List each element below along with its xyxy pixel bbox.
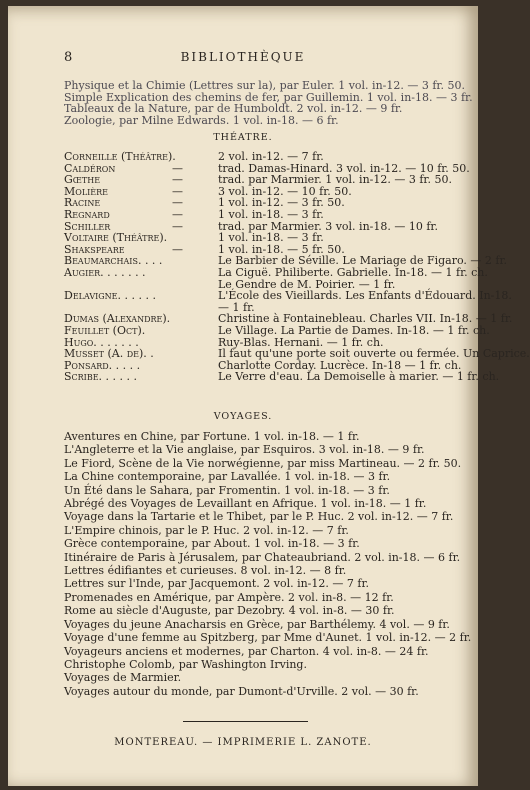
theatre-entry [64,323,490,337]
list-item: Voyage d'une femme au Spitzberg, par Mme d'Aunet. 1 vol. in-12. — 2 fr. [64,631,472,645]
theatre-author: Voltaire (Théâtre). [64,231,168,245]
theatre-author: Ponsard. . . . . [64,358,141,372]
theatre-works: 3 vol. in-12. — 10 fr. 50. [218,184,352,198]
theatre-dash: — [172,196,183,210]
theatre-author: Caldéron [64,161,116,175]
theatre-works: trad. Damas-Hinard. 3 vol. in-12. — 10 fr. 50. [218,161,470,175]
section-heading-voyages: VOYAGES. [213,411,273,422]
list-item: Lettres sur l'Inde, par Jacquemont. 2 vol. in-12. — 7 fr. [64,577,369,591]
theatre-dash [172,348,218,360]
theatre-works: Il faut qu'une porte soit ouverte ou fermée. Un Caprice. [218,347,530,361]
theatre-works: 2 vol. in-12. — 7 fr. [218,150,324,163]
theatre-works: 1 vol. in-18. — 3 fr. [218,231,324,245]
list-item: Simple Explication des chemins de fer, par Guillemin. 1 vol. in-18. — 3 fr. [64,90,473,104]
theatre-entry [64,209,476,221]
theatre-dash [172,151,218,163]
theatre-works: Ruy-Blas. Hernani. — 1 fr. ch. [218,335,384,349]
list-item: Voyageurs anciens et modernes, par Charton. 4 vol. in-8. — 24 fr. [64,644,429,658]
list-item: Rome au siècle d'Auguste, par Dezobry. 4 vol. in-8. — 30 fr. [64,604,395,618]
theatre-works: Christine à Fontainebleau. Charles VII. In-18. — 1 fr. [218,312,513,326]
theatre-works: L'École des Vieillards. Les Enfants d'Édouard. In-18. [218,289,512,303]
theatre-works: trad. par Marmier. 1 vol. in-12. — 3 fr. 50. [218,173,452,187]
theatre-dash [172,267,218,279]
list-item: Lettres édifiantes et curieuses. 8 vol. in-12. — 8 fr. [64,564,347,578]
science-list [64,80,474,126]
theatre-dash [172,279,218,291]
theatre-author: Dumas (Alexandre). [64,312,171,326]
theatre-entry [64,151,476,163]
theatre-dash: — [172,173,183,187]
theatre-works: 1 vol. in-18. — 5 fr. 50. [218,242,345,256]
theatre-works: trad. par Marmier. 3 vol. in-18. — 10 fr. [218,219,438,233]
theatre-author: Feuillet (Oct). [64,323,146,337]
voyages-list [64,430,476,698]
theatre-dash [172,313,218,325]
theatre-author: Corneille (Théâtre). [64,150,176,163]
running-title: BIBLIOTHÈQUE [180,50,306,64]
theatre-dash: — [172,207,183,221]
list-item: Itinéraire de Paris à Jérusalem, par Chateaubriand. 2 vol. in-18. — 6 fr. [64,550,461,564]
list-item: Tableaux de la Nature, par de Humboldt. 2 vol. in-12. — 9 fr. [64,102,403,115]
theatre-dash [172,255,218,267]
theatre-author: Molière [64,184,108,198]
theatre-list [64,150,530,384]
list-item: Zoologie, par Milne Edwards. 1 vol. in-18. — 6 fr. [64,113,339,127]
divider [183,721,308,722]
section-heading-theatre: THÉATRE. [213,132,273,143]
list-item: La Chine contemporaine, par Lavallée. 1 vol. in-18. — 3 fr. [64,470,391,484]
list-item: L'Angleterre et la Vie anglaise, par Esquiros. 3 vol. in-18. — 9 fr. [64,443,425,457]
theatre-dash [172,302,218,314]
list-item: Voyages de Marmier. [64,671,182,685]
list-item: Voyages autour du monde, par Dumont-d'Urville. 2 vol. — 30 fr. [64,684,419,698]
theatre-entry [64,265,488,279]
theatre-works: 1 vol. in-12. — 3 fr. 50. [218,196,345,210]
list-item: Le Fiord, Scène de la Vie norwégienne, par miss Martineau. — 2 fr. 50. [64,456,462,470]
theatre-entry [64,370,500,384]
theatre-dash: — [172,242,183,256]
theatre-entry [64,232,476,244]
theatre-works: 1 vol. in-18. — 3 fr. [218,207,324,221]
list-item: Christophe Colomb, par Washington Irving. [64,657,307,671]
list-item: L'Empire chinois, par le P. Huc. 2 vol. in-12. — 7 fr. [64,523,349,537]
theatre-author: Schiller [64,219,111,233]
theatre-works: Charlotte Corday. Lucrèce. In-18 — 1 fr. ch. [218,358,462,372]
theatre-author: Gœthe [64,173,101,187]
theatre-dash [172,337,218,349]
theatre-author: Regnard [64,207,110,221]
theatre-author: Scribe. . . . . . [64,370,138,384]
list-item: Voyages du jeune Anacharsis en Grèce, par Barthélemy. 4 vol. — 9 fr. [64,617,450,631]
theatre-entry [64,347,530,361]
theatre-author: Delavigne. . . . . . [64,289,156,303]
list-item: Voyage dans la Tartarie et le Thibet, par le P. Huc. 2 vol. in-12. — 7 fr. [64,510,454,524]
theatre-works: Le Gendre de M. Poirier. — 1 fr. [218,277,396,291]
theatre-author: Augier. . . . . . . [64,265,146,279]
theatre-author: Beaumarchais. . . . [64,254,163,268]
theatre-dash [172,325,218,337]
list-item: Aventures en Chine, par Fortune. 1 vol. in-18. — 1 fr. [64,430,360,443]
theatre-dash: — [172,161,183,175]
book-page [8,6,530,786]
list-item: Promenades en Amérique, par Ampère. 2 vol. in-8. — 12 fr. [64,590,394,604]
list-item: Un Été dans le Sahara, par Fromentin. 1 vol. in-18. — 3 fr. [64,483,390,497]
page-number: 8 [64,50,73,65]
theatre-works: — 1 fr. [218,300,255,314]
theatre-works: Le Barbier de Séville. Le Mariage de Figaro. — 2 fr. [218,254,508,268]
theatre-dash [172,290,218,302]
theatre-works: La Ciguë. Philiberte. Gabrielle. In-18. — 1 fr. ch. [218,265,488,279]
theatre-entry [64,289,512,303]
theatre-author: Musset (A. de). . [64,347,154,361]
theatre-works: Le Village. La Partie de Dames. In-18. — 1 fr. ch. [218,323,490,337]
theatre-dash [172,371,218,383]
printer-colophon: MONTEREAU. — IMPRIMERIE L. ZANOTE. [114,737,372,748]
list-item: Physique et la Chimie (Lettres sur la), par Euler. 1 vol. in-12. — 3 fr. 50. [64,79,465,92]
theatre-works: Le Verre d'eau. La Demoiselle à marier. — 1 fr. ch. [218,370,500,384]
list-item: Abrégé des Voyages de Levaillant en Afrique. 1 vol. in-18. — 1 fr. [64,497,427,511]
theatre-author: Racine [64,196,101,210]
theatre-author: Shakspeare [64,242,125,256]
list-item: Grèce contemporaine, par About. 1 vol. in-18. — 3 fr. [64,537,360,551]
theatre-dash: — [172,219,183,233]
theatre-dash: — [172,184,183,198]
theatre-dash [172,360,218,372]
theatre-dash [172,232,218,244]
theatre-author: Hugo. . . . . . . [64,335,139,349]
